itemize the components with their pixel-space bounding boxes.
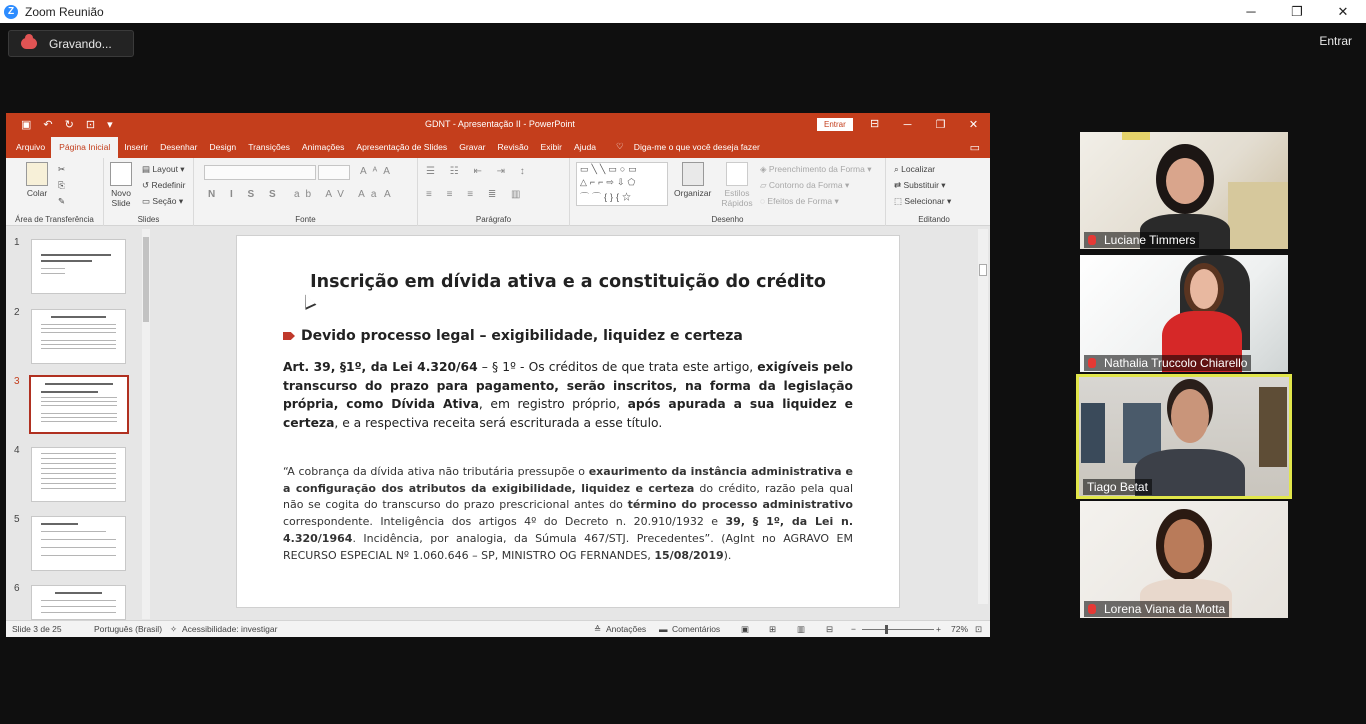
find-button[interactable]: ⌕ Localizar [894,164,936,174]
quick-styles-icon [726,162,748,186]
paste-button[interactable] [26,162,48,198]
slide-paragraph-1 [283,358,853,432]
participant-name: Nathalia Truccolo Chiarello [1104,356,1248,370]
shape-effects-button[interactable]: ◌ Efeitos de Forma ▾ [760,196,839,206]
tab-animacoes[interactable]: Animações [301,142,345,152]
new-slide-icon [110,162,132,186]
tab-ajuda[interactable]: Ajuda [574,142,597,152]
cloud-recording-icon [21,38,37,49]
thumb-line [41,328,115,329]
thumb-line [55,592,102,594]
present-icon[interactable]: ⊡ [85,119,96,131]
slide-subtitle [283,328,743,344]
save-icon[interactable]: ▣ [21,119,32,131]
font-effect-icons[interactable]: ab AV Aa [294,189,383,200]
font-name-select[interactable] [204,165,316,180]
thumb-line [41,413,118,414]
comments-button[interactable]: Comentários [672,624,721,634]
shapes-row3: ⌒⌒{}{☆ [580,192,635,202]
tab-revisao[interactable]: Revisão [497,142,529,152]
ppt-close-button[interactable]: ✕ [968,119,979,131]
reset-button[interactable]: ↺ Redefinir [142,180,186,190]
participant-name: Tiago Betat [1087,480,1148,494]
p1-bold-1: Art. 39, §1º, da Lei 4.320/64 [283,360,478,374]
close-button[interactable]: ✕ [1337,3,1349,19]
thumb-line [41,391,99,393]
arrange-button[interactable] [674,162,711,198]
thumb-line [41,463,115,464]
shape-outline-button[interactable]: ▱ Contorno da Forma ▾ [760,180,850,190]
p2-text-3: correspondente. Inteligência dos artigos 4º do Decreto n. 20.910/1932 e [283,515,726,529]
participant-tile-active-speaker[interactable] [1076,374,1292,499]
shapes-row2: △⌐⌐⇨⇩⬠ [580,177,639,187]
shape-effects-label: Efeitos de Forma [767,196,833,206]
thumb-line [45,383,112,385]
font-size-select[interactable] [318,165,350,180]
paste-icon [26,162,48,186]
reading-view-icon[interactable]: ▥ [797,624,806,634]
restore-button[interactable]: ❐ [1291,3,1303,19]
p1-text-3: , e a respectiva receita será escriturada a esse título. [334,415,663,430]
participant-name: Luciane Timmers [1104,233,1196,247]
thumb-line [41,273,64,274]
accessibility-status[interactable]: Acessibilidade: investigar [182,624,278,634]
thumb-line [41,547,115,548]
shape-fill-label: Preenchimento da Forma [768,164,865,174]
recording-label: Gravando... [49,36,112,51]
notes-icon: ≙ [594,624,602,634]
ppt-doc-title: GDNT - Apresentação II - PowerPoint [425,119,575,129]
thumb-line [41,417,118,418]
slide-thumbnail-4[interactable] [31,447,126,502]
participant-tile[interactable] [1080,255,1288,372]
font-style-icons[interactable]: N I S S [208,189,282,200]
slide-thumbnail-1[interactable] [31,239,126,294]
editing-group [886,158,982,226]
copy-icon[interactable]: ⎘ [58,180,65,190]
thumb-line [41,397,118,398]
slide-thumbnail-6[interactable] [31,585,126,620]
cut-icon[interactable]: ✂ [58,164,66,174]
participant-face [1164,519,1204,573]
thumb-number: 6 [14,583,20,594]
thumbnails-scrollbar[interactable] [142,229,150,619]
participant-name-tag [1084,232,1199,248]
zoom-slider-thumb[interactable] [885,625,888,634]
lightbulb-icon: ♡ [616,141,624,151]
font-color-icon[interactable]: A [384,189,397,200]
customize-toolbar-icon[interactable]: ▾ [107,119,113,131]
wall-picture [1081,403,1105,463]
thumb-line [41,421,118,422]
thumb-line [41,254,111,256]
section-button[interactable]: ▭ Seção ▾ [142,196,184,206]
thumb-line [41,268,64,269]
powerpoint-window [6,113,990,637]
participant-name: Lorena Viana da Motta [1104,602,1226,616]
font-group [194,158,418,226]
comments-icon[interactable]: ▭ [969,142,980,154]
p1-text-1: – § 1º - Os créditos de que trata este artigo, [477,360,758,374]
minimize-button[interactable]: ─ [1246,4,1256,19]
thumb-line [41,324,115,325]
thumb-line [41,612,115,613]
slide-scrollbar[interactable] [978,229,988,604]
slide-paragraph-2 [283,464,853,564]
ribbon-display-icon[interactable]: ⊟ [870,118,880,130]
thumb-number: 5 [14,514,20,525]
thumb-line [41,453,115,454]
editing-label: Editando [918,215,950,224]
participant-name-tag [1084,601,1229,617]
p2-text-2: do crédito, razão pela qual não se cogita do transcurso do prazo prescricional antes do [283,481,853,512]
find-label: Localizar [901,164,936,174]
select-label: Selecionar [904,196,945,206]
fit-to-window-icon[interactable]: ⊡ [975,624,983,634]
ppt-title-bar [6,113,990,136]
comments-status-icon: ▬ [659,624,668,634]
drawing-group [570,158,886,226]
slideshow-icon[interactable]: ⊟ [826,624,834,634]
status-bar [6,620,990,637]
align-icons[interactable]: ≡ ≡ ≡ ≣ ▥ [426,189,527,200]
shape-fill-button[interactable]: ◈ Preenchimento da Forma ▾ [760,164,872,174]
p2-bold-3: 39, § 1º, da Lei n. 4.320/1964 [283,515,853,545]
zoom-in-icon[interactable]: + [936,624,941,634]
p1-bold-3: após apurada a sua liquidez e certeza [283,397,853,430]
participant-face [1166,158,1204,204]
thumb-number: 4 [14,445,20,456]
slides-group [104,158,194,226]
thumb-number: 2 [14,307,20,318]
thumb-line [41,555,115,556]
p1-text-2: , em registro próprio, [478,397,628,411]
slide-editor [156,227,990,620]
thumb-line [41,332,115,333]
tell-me-search[interactable]: Diga-me o que você deseja fazer [633,142,760,152]
paste-label: Colar [26,188,48,198]
thumb-line [51,316,107,318]
thumb-line [41,488,115,489]
redo-icon[interactable]: ↻ [64,119,74,131]
p2-bold-4: 15/08/2019 [654,548,724,562]
slide-title: Inscrição em dívida ativa e a constituição do crédito [310,272,826,292]
thumb-line [41,606,115,607]
zoom-level[interactable]: 72% [951,624,969,634]
zoom-window-title: Zoom Reunião [25,4,104,19]
thumb-line [41,483,115,484]
thumb-line [41,600,115,601]
participant-face [1171,389,1209,443]
language-indicator[interactable]: Português (Brasil) [94,624,163,634]
tab-arquivo[interactable]: Arquivo [16,142,46,152]
ppt-restore-button[interactable]: ❐ [935,119,946,131]
wall-picture [1122,132,1150,140]
enter-fullscreen-button[interactable]: Entrar [1319,34,1352,48]
thumb-line [41,478,115,479]
mic-off-icon [1088,604,1096,614]
thumb-line [41,348,115,349]
reset-label: Redefinir [151,180,186,190]
p1-bold-2: exigíveis pelo transcurso do prazo para pagamento, serão inscritos, na forma da legislação própria, como Dívida Ativa [283,360,853,411]
replace-button[interactable]: ⇄ Substituir ▾ [894,180,946,190]
ribbon-tabs [6,136,990,158]
ppt-signin-button[interactable]: Entrar [817,118,853,131]
sofa [1228,182,1288,249]
thumb-line [41,468,115,469]
thumb-line [41,405,118,406]
tab-apresentacao[interactable]: Apresentação de Slides [356,142,448,152]
thumb-line [41,458,115,459]
thumb-line [41,539,115,540]
mic-off-icon [1088,235,1096,245]
replace-label: Substituir [903,180,939,190]
drawing-label: Desenho [711,215,744,224]
recording-button[interactable] [8,30,134,57]
layout-label: Layout [152,164,178,174]
normal-view-icon[interactable]: ▣ [741,624,750,634]
p2-text-5: ). [723,548,732,562]
arrange-icon [682,162,704,186]
thumb-line [41,531,106,532]
clipboard-label: Área de Transferência [15,215,94,224]
tab-exibir[interactable]: Exibir [540,142,563,152]
slide-thumbnail-3[interactable] [29,375,129,434]
arrow-bullet-icon [283,332,295,340]
zoom-slider[interactable] [862,629,934,630]
notes-button[interactable]: Anotações [606,624,647,634]
thumb-line [41,473,115,474]
slide-scrollbar-thumb[interactable] [979,264,987,276]
slides-label: Slides [137,215,160,224]
participant-tile[interactable] [1080,501,1288,618]
undo-icon[interactable]: ↶ [43,119,53,131]
current-slide[interactable] [236,235,900,608]
mic-off-icon [1088,358,1096,368]
ppt-minimize-button[interactable]: ─ [903,118,912,131]
slide-thumbnails-pane [6,227,155,620]
slide-sorter-icon[interactable]: ⊞ [769,624,777,634]
thumb-line [41,340,115,341]
slide-thumbnail-5[interactable] [31,516,126,571]
slide-count: Slide 3 de 25 [12,624,62,634]
paragraph-label: Parágrafo [475,215,512,224]
shape-outline-label: Contorno da Forma [768,180,843,190]
thumb-number: 3 [14,376,20,387]
list-icons[interactable]: ☰ ☷ ⇤ ⇥ ↕ [426,166,531,177]
tab-transicoes[interactable]: Transições [248,142,290,152]
thumb-number: 1 [14,237,20,248]
new-slide-label: Novo Slide [111,188,131,208]
p2-bold-2: término do processo administrativo [627,498,853,512]
new-slide-button[interactable] [110,162,132,208]
section-label: Seção [152,196,177,206]
scrollbar-thumb[interactable] [143,237,149,322]
zoom-title-bar [0,0,1366,23]
quick-styles-label: Estilos Rápidos [721,188,753,208]
zoom-out-icon[interactable]: − [851,624,856,634]
slide-thumbnail-2[interactable] [31,309,126,364]
paragraph-group [418,158,570,226]
tab-desenhar[interactable]: Desenhar [160,142,198,152]
participant-name-tag [1083,479,1152,495]
tab-gravar[interactable]: Gravar [459,142,486,152]
tab-design[interactable]: Design [209,142,237,152]
participant-face [1190,269,1218,309]
slide-subtitle-text: Devido processo legal – exigibilidade, liquidez e certeza [301,328,743,344]
shapes-gallery[interactable] [576,162,668,206]
format-painter-icon[interactable]: ✎ [58,196,66,206]
participant-name-tag [1084,355,1251,371]
accessibility-icon: ✧ [170,624,178,634]
thumb-line [41,344,115,345]
shapes-row1: ▭╲╲▭○▭ [580,164,640,174]
clipboard-group [6,158,104,226]
participant-tile[interactable] [1080,132,1288,249]
tab-pagina-inicial[interactable]: Página Inicial [51,137,118,158]
tab-inserir[interactable]: Inserir [124,142,149,152]
zoom-logo-icon: Z [4,5,18,19]
p2-text-1: “A cobrança da dívida ativa não tributária pressupõe o [283,465,589,478]
font-size-icons[interactable]: AᴬA [360,166,396,177]
bookshelf [1259,387,1287,467]
font-label: Fonte [295,215,316,224]
thumb-line [41,260,92,262]
layout-button[interactable]: ▤ Layout ▾ [142,164,185,174]
quick-styles-button[interactable] [720,162,754,208]
thumb-line [41,401,118,402]
select-button[interactable]: ⬚ Selecionar ▾ [894,196,952,206]
p2-bold-1: exaurimento da instância administrativa e a configuração dos atributos da exigibilidade, liquidez e certeza [283,465,853,495]
arrange-label: Organizar [674,188,712,198]
ribbon [6,158,990,226]
p2-text-4: . Incidência, por analogia, da Súmula 467/STJ. Precedentes”. (AgInt no AGRAVO EM RECURSO ESPECIAL Nº 1.060.646 – SP, MINISTRO OG FERNANDES, [283,531,853,562]
thumb-line [41,523,78,525]
